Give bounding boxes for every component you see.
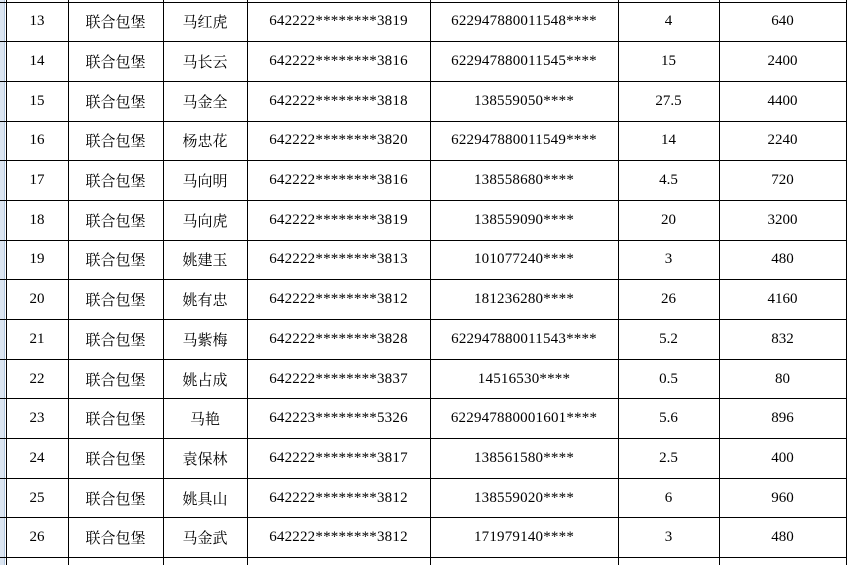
cell-amount[interactable]: 80 [719, 359, 846, 399]
cell-account[interactable]: 14516530**** [430, 359, 618, 399]
table-row [0, 320, 846, 360]
cell-account[interactable]: 138559090**** [430, 200, 618, 240]
cell-amount[interactable]: 480 [719, 518, 846, 558]
cell-account[interactable]: 181236280**** [430, 280, 618, 320]
cell-name[interactable]: 马长云 [163, 42, 247, 82]
cell-name[interactable]: 姚建玉 [163, 240, 247, 280]
cell-index[interactable]: 24 [6, 439, 68, 479]
cell-amount[interactable]: 640 [719, 2, 846, 42]
cell-village[interactable]: 联合包堡 [68, 439, 163, 479]
table-row [0, 478, 846, 518]
cell-account[interactable]: 101077240**** [430, 240, 618, 280]
cell-id[interactable]: 642223********5326 [247, 399, 430, 439]
cell-account[interactable]: 138558680**** [430, 161, 618, 201]
cell-account[interactable]: 622947880011548**** [430, 2, 618, 42]
cell-id[interactable]: 642222********3813 [247, 240, 430, 280]
cell-village[interactable]: 联合包堡 [68, 121, 163, 161]
cell-account[interactable]: 138561580**** [430, 439, 618, 479]
cell-amount[interactable]: 2400 [719, 42, 846, 82]
cell-name[interactable]: 袁保林 [163, 439, 247, 479]
cell-village[interactable]: 联合包堡 [68, 161, 163, 201]
cell-amount[interactable]: 400 [719, 439, 846, 479]
cell-id[interactable]: 642222********3819 [247, 200, 430, 240]
cell-amount[interactable]: 4160 [719, 280, 846, 320]
table-row [0, 161, 846, 201]
cell-name[interactable]: 马红虎 [163, 2, 247, 42]
cell-village[interactable]: 联合包堡 [68, 81, 163, 121]
cell-name [163, 558, 247, 565]
cell-quantity[interactable]: 15 [618, 42, 719, 82]
cell-quantity[interactable]: 27.5 [618, 81, 719, 121]
cell-name[interactable]: 马金武 [163, 518, 247, 558]
cell-amount[interactable]: 832 [719, 320, 846, 360]
cell-village[interactable]: 联合包堡 [68, 359, 163, 399]
cell-quantity[interactable]: 3 [618, 240, 719, 280]
cell-index[interactable]: 19 [6, 240, 68, 280]
cell-index[interactable]: 18 [6, 200, 68, 240]
cell-id[interactable]: 642222********3820 [247, 121, 430, 161]
cell-id[interactable]: 642222********3828 [247, 320, 430, 360]
cell-name[interactable]: 马艳 [163, 399, 247, 439]
cell-quantity[interactable]: 4.5 [618, 161, 719, 201]
cell-quantity[interactable]: 0.5 [618, 359, 719, 399]
cell-amount[interactable]: 896 [719, 399, 846, 439]
table-row [0, 42, 846, 82]
cell-id[interactable]: 642222********3837 [247, 359, 430, 399]
cell-amount[interactable]: 3200 [719, 200, 846, 240]
cell-village[interactable]: 联合包堡 [68, 200, 163, 240]
cell-account[interactable]: 622947880011543**** [430, 320, 618, 360]
cell-id[interactable]: 642222********3812 [247, 518, 430, 558]
table-row [0, 121, 846, 161]
table-row [0, 359, 846, 399]
cell-quantity[interactable]: 6 [618, 478, 719, 518]
cell-quantity [618, 558, 719, 565]
cell-name[interactable]: 姚具山 [163, 478, 247, 518]
cell-name[interactable]: 杨忠花 [163, 121, 247, 161]
cell-index[interactable]: 13 [6, 2, 68, 42]
cell-village[interactable]: 联合包堡 [68, 240, 163, 280]
cell-quantity[interactable]: 5.2 [618, 320, 719, 360]
cell-quantity[interactable]: 14 [618, 121, 719, 161]
cell-index [6, 558, 68, 565]
clipped-row-below [0, 558, 846, 565]
cell-id[interactable]: 642222********3812 [247, 280, 430, 320]
table-row [0, 399, 846, 439]
cell-quantity[interactable]: 3 [618, 518, 719, 558]
ledger-rows [0, 2, 846, 558]
cell-quantity[interactable]: 5.6 [618, 399, 719, 439]
cell-account[interactable]: 171979140**** [430, 518, 618, 558]
cell-name[interactable]: 姚占成 [163, 359, 247, 399]
cell-name[interactable]: 姚有忠 [163, 280, 247, 320]
cell-index[interactable]: 22 [6, 359, 68, 399]
cell-id[interactable]: 642222********3816 [247, 161, 430, 201]
cell-village[interactable]: 联合包堡 [68, 478, 163, 518]
cell-amount[interactable]: 4400 [719, 81, 846, 121]
cell-index[interactable]: 26 [6, 518, 68, 558]
cell-index[interactable]: 23 [6, 399, 68, 439]
cell-quantity[interactable]: 2.5 [618, 439, 719, 479]
cell-id[interactable]: 642222********3819 [247, 2, 430, 42]
cell-village[interactable]: 联合包堡 [68, 518, 163, 558]
cell-account [430, 558, 618, 565]
cell-village[interactable]: 联合包堡 [68, 2, 163, 42]
table-row [0, 439, 846, 479]
cell-amount[interactable]: 480 [719, 240, 846, 280]
cell-amount[interactable]: 2240 [719, 121, 846, 161]
cell-quantity[interactable]: 26 [618, 280, 719, 320]
cell-index[interactable]: 15 [6, 81, 68, 121]
cell-index[interactable]: 16 [6, 121, 68, 161]
cell-village[interactable]: 联合包堡 [68, 280, 163, 320]
table-row [0, 2, 846, 42]
table-row [0, 518, 846, 558]
cell-id[interactable]: 642222********3818 [247, 81, 430, 121]
table-row [0, 280, 846, 320]
table-row [0, 240, 846, 280]
table-row [0, 200, 846, 240]
table-row [0, 81, 846, 121]
cell-account[interactable]: 138559050**** [430, 81, 618, 121]
cell-account[interactable]: 622947880001601**** [430, 399, 618, 439]
cell-id[interactable]: 642222********3817 [247, 439, 430, 479]
cell-quantity[interactable]: 20 [618, 200, 719, 240]
cell-account[interactable]: 622947880011549**** [430, 121, 618, 161]
cell-village[interactable]: 联合包堡 [68, 320, 163, 360]
cell-account[interactable]: 622947880011545**** [430, 42, 618, 82]
cell-amount [719, 558, 846, 565]
cell-index[interactable]: 25 [6, 478, 68, 518]
cell-name[interactable]: 马金全 [163, 81, 247, 121]
cell-amount[interactable]: 720 [719, 161, 846, 201]
cell-id[interactable]: 642222********3816 [247, 42, 430, 82]
cell-name[interactable]: 马向明 [163, 161, 247, 201]
cell-account[interactable]: 138559020**** [430, 478, 618, 518]
cell-id [247, 558, 430, 565]
cell-village[interactable]: 联合包堡 [68, 399, 163, 439]
cell-index[interactable]: 14 [6, 42, 68, 82]
cell-index[interactable]: 21 [6, 320, 68, 360]
cell-amount[interactable]: 960 [719, 478, 846, 518]
cell-id[interactable]: 642222********3812 [247, 478, 430, 518]
clipped-row-bottom [0, 558, 846, 565]
cell-index[interactable]: 20 [6, 280, 68, 320]
cell-quantity[interactable]: 4 [618, 2, 719, 42]
cell-village [68, 558, 163, 565]
cell-name[interactable]: 马向虎 [163, 200, 247, 240]
cell-village[interactable]: 联合包堡 [68, 42, 163, 82]
cell-index[interactable]: 17 [6, 161, 68, 201]
cell-name[interactable]: 马紫梅 [163, 320, 247, 360]
